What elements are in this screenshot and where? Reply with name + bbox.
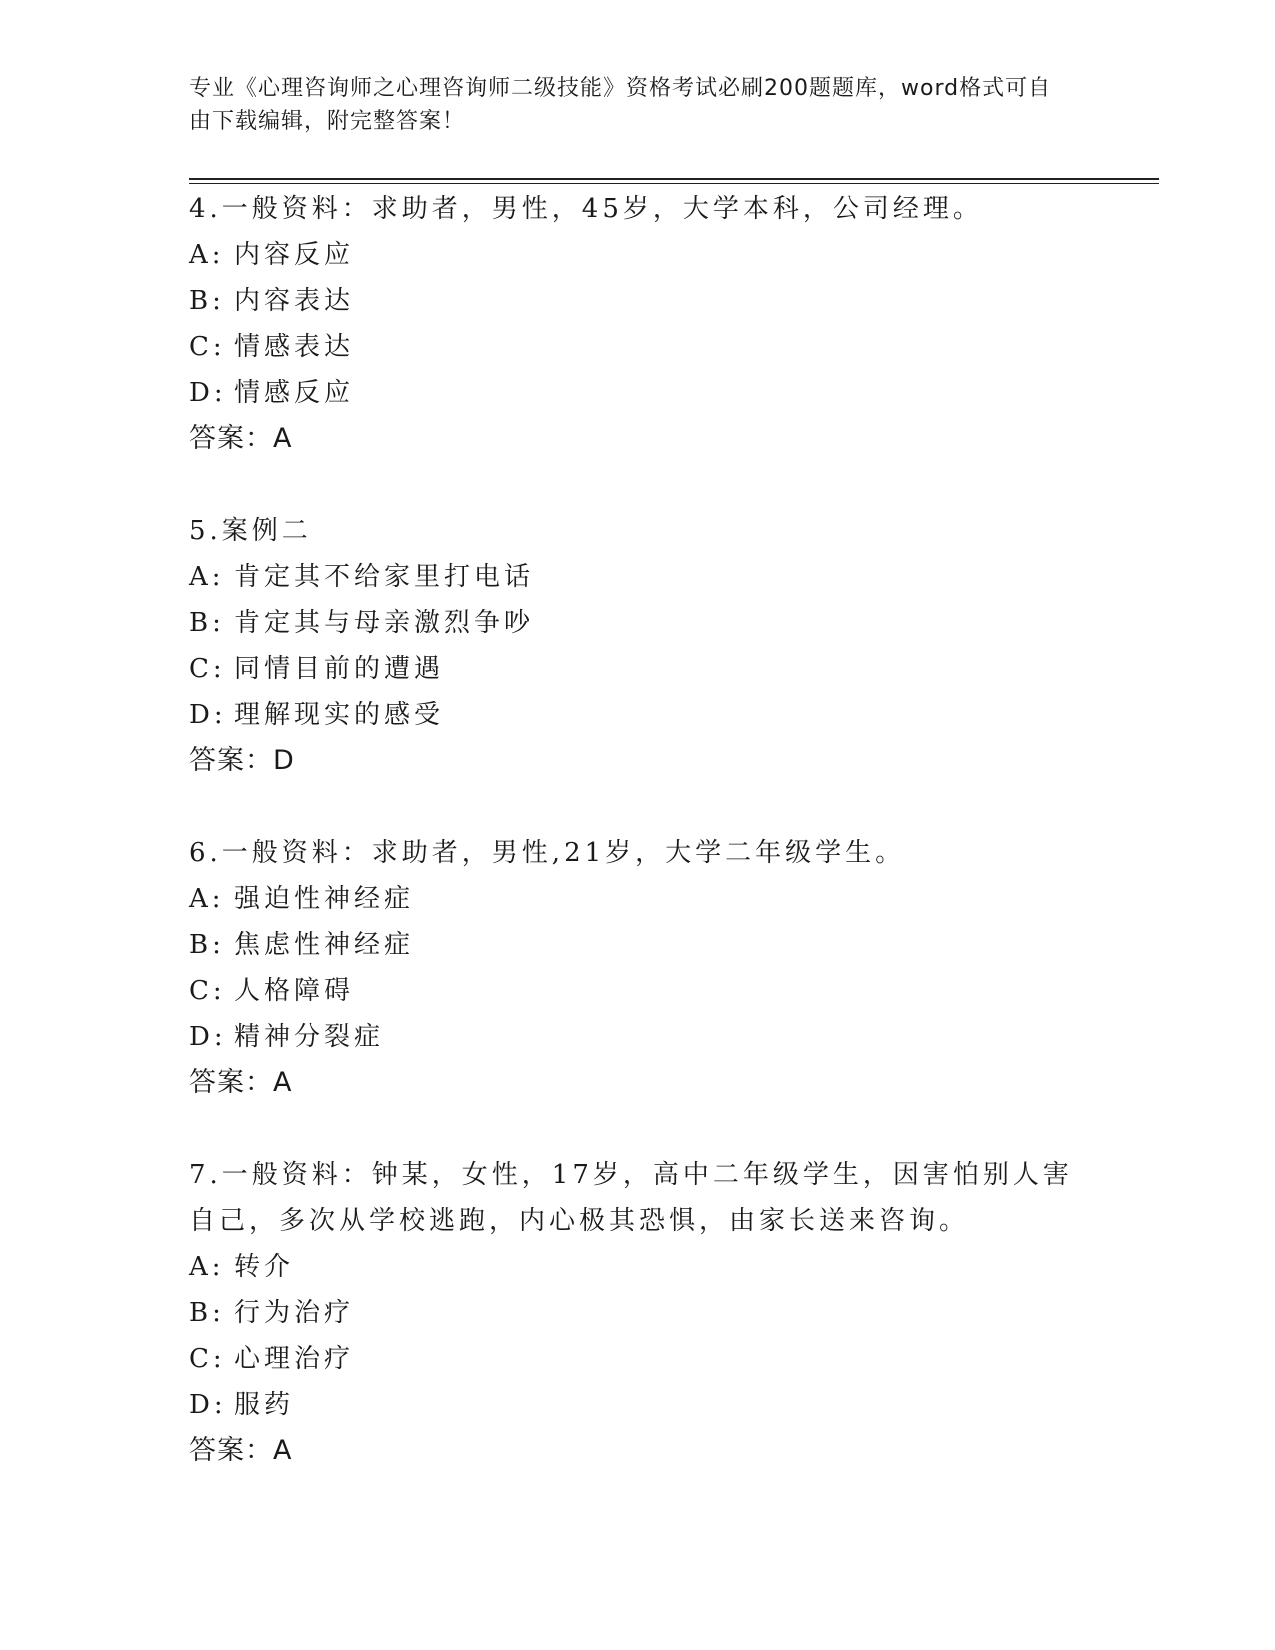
option-text: 精神分裂症 <box>234 1022 385 1052</box>
option-key: C: <box>189 654 226 684</box>
option-b <box>189 1290 1089 1336</box>
option-a <box>189 876 1089 922</box>
option-key: A: <box>189 884 225 914</box>
option-d <box>189 370 1089 416</box>
question-7 <box>189 1152 1089 1474</box>
document-header: 专业《心理咨询师之心理咨询师二级技能》资格考试必刷200题题库，word格式可自由下载编辑，附完整答案！ <box>189 76 1052 134</box>
answer-line: 答案：A <box>189 1067 293 1098</box>
option-text: 人格障碍 <box>234 976 355 1006</box>
option-d <box>189 1014 1089 1060</box>
answer-line: 答案：A <box>189 423 293 454</box>
question-stem: 4.一般资料：求助者，男性，45岁，大学本科，公司经理。 <box>189 194 983 224</box>
question-stem: 6.一般资料：求助者，男性,21岁，大学二年级学生。 <box>189 838 906 868</box>
option-c <box>189 1336 1089 1382</box>
option-b <box>189 922 1089 968</box>
option-key: C: <box>189 976 226 1006</box>
option-text: 理解现实的感受 <box>234 700 445 730</box>
option-text: 肯定其与母亲激烈争吵 <box>234 608 535 638</box>
answer-line: 答案：A <box>189 1435 293 1466</box>
option-text: 强迫性神经症 <box>234 884 415 914</box>
option-text: 内容反应 <box>234 240 355 270</box>
option-key: D: <box>189 1390 227 1420</box>
option-key: B: <box>189 1298 225 1328</box>
option-key: D: <box>189 378 227 408</box>
option-key: C: <box>189 1344 226 1374</box>
option-key: C: <box>189 332 226 362</box>
question-list <box>189 186 1089 1520</box>
option-key: B: <box>189 608 225 638</box>
option-c <box>189 646 1089 692</box>
option-text: 心理治疗 <box>234 1344 355 1374</box>
option-text: 肯定其不给家里打电话 <box>234 562 535 592</box>
option-text: 服药 <box>234 1390 295 1420</box>
option-key: A: <box>189 240 225 270</box>
option-b <box>189 600 1089 646</box>
option-b <box>189 278 1089 324</box>
option-key: B: <box>189 930 225 960</box>
option-text: 转介 <box>234 1252 295 1282</box>
header-rule-thin <box>189 183 1159 184</box>
option-c <box>189 324 1089 370</box>
option-text: 内容表达 <box>234 286 355 316</box>
question-6 <box>189 830 1089 1106</box>
option-text: 同情目前的遭遇 <box>234 654 445 684</box>
option-d <box>189 692 1089 738</box>
option-a <box>189 232 1089 278</box>
option-a <box>189 1244 1089 1290</box>
option-c <box>189 968 1089 1014</box>
option-text: 情感反应 <box>234 378 355 408</box>
header-rule-thick <box>189 178 1159 180</box>
option-key: A: <box>189 562 225 592</box>
option-key: B: <box>189 286 225 316</box>
option-a <box>189 554 1089 600</box>
question-5 <box>189 508 1089 784</box>
question-4 <box>189 186 1089 462</box>
option-text: 情感表达 <box>234 332 355 362</box>
option-key: D: <box>189 700 227 730</box>
question-stem: 7.一般资料：钟某，女性，17岁，高中二年级学生，因害怕别人害自己，多次从学校逃跑，内心极其恐惧，由家长送来咨询。 <box>189 1160 1073 1236</box>
option-key: A: <box>189 1252 225 1282</box>
question-stem: 5.案例二 <box>189 516 312 546</box>
option-text: 行为治疗 <box>234 1298 355 1328</box>
option-text: 焦虑性神经症 <box>234 930 415 960</box>
option-key: D: <box>189 1022 227 1052</box>
answer-line: 答案：D <box>189 745 295 776</box>
option-d <box>189 1382 1089 1428</box>
